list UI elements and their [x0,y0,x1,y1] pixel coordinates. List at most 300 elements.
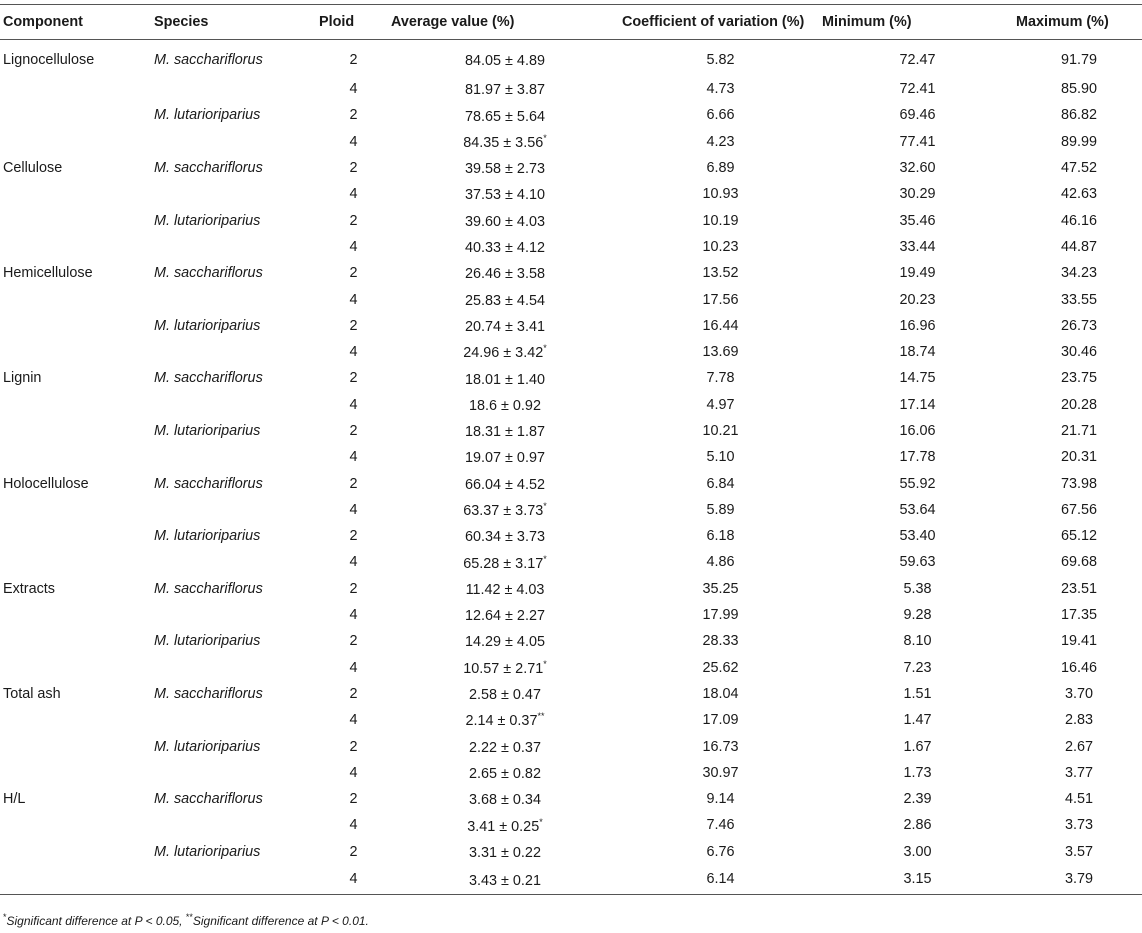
cell-component [0,733,151,759]
cell-cv: 5.89 [706,501,735,518]
cell-ploid: 2 [349,265,358,282]
cell-cv: 25.62 [702,659,739,676]
cell-ploid: 2 [349,51,358,68]
cell-minimum: 7.23 [903,659,932,676]
header-component: Component [0,5,151,40]
cell-component [0,707,151,733]
cell-species: M. sacchariflorus [154,370,263,387]
cell-ploid: 4 [349,712,358,729]
cell-minimum: 32.60 [899,160,936,177]
cell-average [388,234,619,260]
cell-component: Lignocellulose [3,51,95,68]
cell-component [0,549,151,575]
cell-species [151,234,316,260]
cell-ploid: 2 [349,685,358,702]
table-row [0,733,1142,759]
cell-cv: 30.97 [702,764,739,781]
cell-average [388,207,619,233]
cell-average [388,865,619,895]
cell-average [388,260,619,286]
cell-component [0,865,151,895]
cell-cv: 13.52 [702,265,739,282]
header-maximum: Maximum (%) [1013,5,1142,40]
cell-ploid: 2 [349,475,358,492]
cell-maximum: 3.57 [1064,843,1093,860]
cell-minimum: 17.78 [899,449,936,466]
cell-ploid: 2 [349,791,358,808]
table-row [0,418,1142,444]
cell-component [0,102,151,128]
cell-species [151,497,316,523]
cell-minimum: 69.46 [899,107,936,124]
cell-cv: 9.14 [706,791,735,808]
cell-cv: 28.33 [702,633,739,650]
table-row [0,523,1142,549]
table-row [0,392,1142,418]
cell-ploid: 4 [349,81,358,98]
significance-mark: * [539,816,543,827]
cell-minimum: 33.44 [899,238,936,255]
cell-minimum: 16.06 [899,423,936,439]
average-value: 24.96 ± 3.42 [463,345,544,362]
average-value: 40.33 ± 4.12 [465,239,545,256]
average-value: 25.83 ± 4.54 [465,292,545,309]
cell-component [0,234,151,260]
cell-minimum: 77.41 [899,133,936,150]
cell-cv: 6.14 [619,865,819,895]
average-value: 18.01 ± 1.40 [465,371,545,388]
average-value: 26.46 ± 3.58 [465,266,545,283]
average-value: 2.65 ± 0.82 [469,765,541,782]
cell-maximum: 44.87 [1060,238,1097,255]
table-row [0,602,1142,628]
cell-ploid: 2 [349,423,358,439]
table-row [0,102,1142,128]
cell-average [388,576,619,602]
cell-cv: 4.97 [706,396,735,413]
cell-average [388,733,619,759]
cell-species [151,444,316,470]
cell-ploid: 2 [349,370,358,387]
average-value: 3.68 ± 0.34 [469,792,541,809]
cell-maximum: 42.63 [1060,186,1097,203]
cell-ploid: 2 [349,633,358,650]
cell-component [0,313,151,339]
cell-maximum: 26.73 [1060,317,1097,334]
table-row [0,365,1142,391]
cell-minimum: 53.40 [899,528,936,545]
table-row [0,628,1142,654]
cell-ploid: 4 [349,449,358,466]
cell-minimum: 19.49 [899,265,936,282]
cell-species: M. sacchariflorus [154,580,263,597]
cell-minimum: 16.96 [899,317,936,334]
table-row [0,549,1142,575]
cell-average [388,365,619,391]
cell-maximum: 34.23 [1060,265,1097,282]
cell-maximum: 33.55 [1060,291,1097,308]
cell-maximum: 46.16 [1060,212,1097,229]
cell-species: M. lutarioriparius [154,738,261,755]
cell-maximum: 2.67 [1064,738,1093,755]
cell-species: M. sacchariflorus [154,160,263,177]
cell-ploid: 4 [349,501,358,518]
cell-average [388,339,619,365]
significance-mark: * [543,501,547,511]
cell-maximum: 20.28 [1060,396,1097,413]
cell-species [151,812,316,838]
cell-cv: 6.18 [706,528,735,545]
cell-cv: 5.82 [706,51,735,68]
cell-ploid: 2 [349,107,358,124]
table-row [0,681,1142,707]
average-value: 3.31 ± 0.22 [469,844,541,861]
average-value: 11.42 ± 4.03 [465,581,545,598]
cell-average [388,392,619,418]
table-row [0,207,1142,233]
cell-species [151,76,316,102]
cell-component: Total ash [3,685,61,702]
cell-species: M. sacchariflorus [154,475,263,492]
cell-component: Hemicellulose [3,265,93,282]
table-body [0,40,1142,895]
average-value: 14.29 ± 4.05 [465,634,545,651]
table-row [0,444,1142,470]
table-row [0,470,1142,496]
cell-minimum: 59.63 [899,554,936,571]
table-row [0,707,1142,733]
footnote-text-1: Significant difference at P < 0.05, [6,914,186,928]
cell-cv: 10.93 [702,186,739,203]
cell-ploid: 2 [349,580,358,597]
cell-minimum: 72.41 [899,81,936,98]
cell-component [0,839,151,865]
cell-maximum: 86.82 [1060,107,1097,124]
cell-cv: 16.73 [702,738,739,755]
cell-species: M. sacchariflorus [154,791,263,808]
cell-maximum: 23.51 [1060,580,1097,597]
average-value: 60.34 ± 3.73 [465,529,545,546]
table-row [0,313,1142,339]
cell-component [0,339,151,365]
cell-ploid: 2 [349,317,358,334]
average-value: 18.6 ± 0.92 [469,397,541,414]
cell-species [151,707,316,733]
cell-cv: 6.66 [706,107,735,124]
cell-maximum: 4.51 [1064,791,1093,808]
cell-species [151,655,316,681]
cell-average [388,286,619,312]
cell-species: M. lutarioriparius [154,107,261,124]
cell-cv: 6.76 [706,843,735,860]
average-value: 39.58 ± 2.73 [465,160,545,177]
average-value: 2.58 ± 0.47 [469,686,541,703]
footnote-mark-2: ** [185,912,193,922]
average-value: 39.60 ± 4.03 [465,213,545,230]
header-species: Species [151,5,316,40]
cell-minimum: 1.67 [903,738,932,755]
cell-minimum: 30.29 [899,186,936,203]
cell-ploid: 4 [349,186,358,203]
table-row [0,497,1142,523]
cell-species: M. lutarioriparius [154,528,261,545]
cell-species [151,549,316,575]
average-value: 3.43 ± 0.21 [469,872,541,889]
cell-maximum: 91.79 [1060,51,1097,68]
average-value: 10.57 ± 2.71 [463,660,544,677]
significance-mark: * [543,553,547,564]
table-row [0,260,1142,286]
cell-ploid: 4 [349,554,358,571]
cell-average [388,812,619,838]
cell-ploid: 4 [349,133,358,150]
cell-cv: 10.19 [702,212,739,229]
cell-species: M. sacchariflorus [154,265,263,282]
cell-component [0,181,151,207]
cell-species [151,760,316,786]
cell-cv: 18.04 [702,685,739,702]
cell-average [388,760,619,786]
cell-maximum: 3.70 [1064,685,1093,702]
cell-minimum: 1.51 [903,685,932,702]
cell-component [0,418,151,444]
table-row [0,576,1142,602]
cell-minimum: 53.64 [899,501,936,518]
cell-ploid: 4 [349,238,358,255]
cell-minimum: 9.28 [903,607,932,624]
cell-component [0,655,151,681]
header-minimum: Minimum (%) [819,5,1013,40]
table-row [0,760,1142,786]
cell-cv: 10.23 [702,238,739,255]
cell-minimum: 55.92 [899,475,936,492]
cell-ploid: 4 [349,344,358,361]
cell-cv: 13.69 [702,344,739,361]
cell-ploid: 4 [349,291,358,308]
cell-minimum: 14.75 [899,370,936,387]
table-row [0,786,1142,812]
cell-species: M. lutarioriparius [154,212,261,229]
cell-species [151,339,316,365]
significance-mark: ** [537,711,545,722]
table-row [0,155,1142,181]
cell-component: Holocellulose [3,475,89,492]
cell-minimum: 3.00 [903,843,932,860]
cell-maximum: 69.68 [1060,554,1097,571]
cell-ploid: 4 [349,396,358,413]
cell-average [388,76,619,102]
cell-maximum: 3.73 [1064,817,1093,834]
cell-maximum: 65.12 [1060,528,1097,545]
header-ploid: Ploid [316,5,388,40]
header-cv: Coefficient of variation (%) [619,5,819,40]
cell-maximum: 19.41 [1060,633,1097,650]
cell-maximum: 67.56 [1060,501,1097,518]
cell-average [388,313,619,339]
significance-mark: * [543,343,547,354]
cell-cv: 17.99 [702,607,739,624]
cell-species [151,129,316,155]
cell-average [388,523,619,549]
cell-component [0,628,151,654]
cell-maximum: 20.31 [1060,449,1097,466]
average-value: 20.74 ± 3.41 [465,318,545,335]
cell-minimum: 2.39 [903,791,932,808]
cell-component [0,523,151,549]
cell-average [388,681,619,707]
cell-ploid: 2 [349,528,358,545]
cell-minimum: 2.86 [903,817,932,834]
cell-average [388,839,619,865]
footnote-text-2: Significant difference at P < 0.01. [192,914,369,928]
cell-component [0,286,151,312]
cell-average [388,655,619,681]
cell-cv: 16.44 [702,317,739,334]
cell-component: H/L [3,791,26,808]
cell-average [388,444,619,470]
cell-component [0,760,151,786]
cell-component [0,497,151,523]
cell-maximum: 23.75 [1060,370,1097,387]
cell-component [0,129,151,155]
cell-average [388,497,619,523]
cell-average [388,786,619,812]
cell-component: Cellulose [3,160,63,177]
cell-maximum: 3.77 [1064,764,1093,781]
cell-minimum: 18.74 [899,344,936,361]
cell-ploid: 2 [349,738,358,755]
header-row [0,5,1142,40]
cell-ploid: 2 [349,843,358,860]
cell-average [388,102,619,128]
average-value: 37.53 ± 4.10 [465,187,545,204]
cell-maximum: 16.46 [1060,659,1097,676]
table-row [0,812,1142,838]
cell-cv: 35.25 [702,580,739,597]
cell-average [388,181,619,207]
cell-species: M. lutarioriparius [154,843,261,860]
table-row [0,181,1142,207]
cell-maximum: 3.79 [1013,865,1142,895]
cell-maximum: 2.83 [1064,712,1093,729]
cell-average [388,549,619,575]
cell-minimum: 8.10 [903,633,932,650]
cell-minimum: 1.47 [903,712,932,729]
average-value: 18.31 ± 1.87 [465,423,545,440]
table-row [0,655,1142,681]
footnote [3,912,369,928]
cell-species [151,602,316,628]
cell-maximum: 85.90 [1060,81,1097,98]
cell-cv: 17.09 [702,712,739,729]
cell-species: M. sacchariflorus [154,51,263,68]
cell-species: M. lutarioriparius [154,423,261,439]
cell-species [151,392,316,418]
average-value: 66.04 ± 4.52 [465,476,545,493]
cell-species: M. sacchariflorus [154,685,263,702]
cell-component [0,444,151,470]
cell-minimum: 3.15 [819,865,1013,895]
cell-minimum: 5.38 [903,580,932,597]
table-row [0,234,1142,260]
average-value: 84.35 ± 3.56 [463,134,544,151]
cell-minimum: 35.46 [899,212,936,229]
cell-species [151,865,316,895]
cell-maximum: 73.98 [1060,475,1097,492]
cell-ploid: 2 [349,160,358,177]
table-row [0,76,1142,102]
average-value: 81.97 ± 3.87 [465,82,545,99]
cell-cv: 6.89 [706,160,735,177]
cell-average [388,40,619,77]
cell-maximum: 17.35 [1060,607,1097,624]
cell-species [151,286,316,312]
cell-average [388,129,619,155]
average-value: 19.07 ± 0.97 [465,450,545,467]
cell-maximum: 47.52 [1060,160,1097,177]
cell-component: Lignin [3,370,42,387]
cell-average [388,418,619,444]
cell-ploid: 4 [349,764,358,781]
cell-average [388,628,619,654]
cell-species: M. lutarioriparius [154,633,261,650]
average-value: 78.65 ± 5.64 [465,108,545,125]
average-value: 63.37 ± 3.73 [463,502,544,519]
table-row [0,286,1142,312]
significance-mark: * [543,132,547,143]
cell-component [0,392,151,418]
cell-cv: 17.56 [702,291,739,308]
cell-cv: 5.10 [706,449,735,466]
cell-maximum: 89.99 [1060,133,1097,150]
cell-component: Extracts [3,580,55,597]
cell-average [388,155,619,181]
cell-ploid: 4 [316,865,388,895]
cell-cv: 6.84 [706,475,735,492]
cell-species: M. lutarioriparius [154,317,261,334]
footnote-mark-1: * [3,912,7,922]
cell-minimum: 20.23 [899,291,936,308]
cell-cv: 4.23 [706,133,735,150]
cell-minimum: 1.73 [903,764,932,781]
cell-minimum: 17.14 [899,396,936,413]
cell-average [388,707,619,733]
cell-component [0,207,151,233]
cell-component [0,76,151,102]
table-row [0,129,1142,155]
cell-cv: 7.46 [706,817,735,834]
header-average: Average value (%) [388,5,619,40]
table-row [0,839,1142,865]
cell-ploid: 4 [349,817,358,834]
cell-cv: 4.73 [706,81,735,98]
cell-cv: 10.21 [702,423,739,439]
cell-ploid: 4 [349,659,358,676]
significance-mark: * [543,658,547,669]
average-value: 3.41 ± 0.25 [467,818,540,835]
average-value: 2.14 ± 0.37 [465,713,538,730]
cell-ploid: 2 [349,212,358,229]
average-value: 65.28 ± 3.17 [463,555,544,572]
cell-minimum: 72.47 [899,51,936,68]
cell-component [0,812,151,838]
data-table [0,4,1142,895]
average-value: 84.05 ± 4.89 [465,52,545,69]
cell-ploid: 4 [349,607,358,624]
table-row [0,865,1142,895]
cell-average [388,470,619,496]
cell-maximum: 30.46 [1060,344,1097,361]
